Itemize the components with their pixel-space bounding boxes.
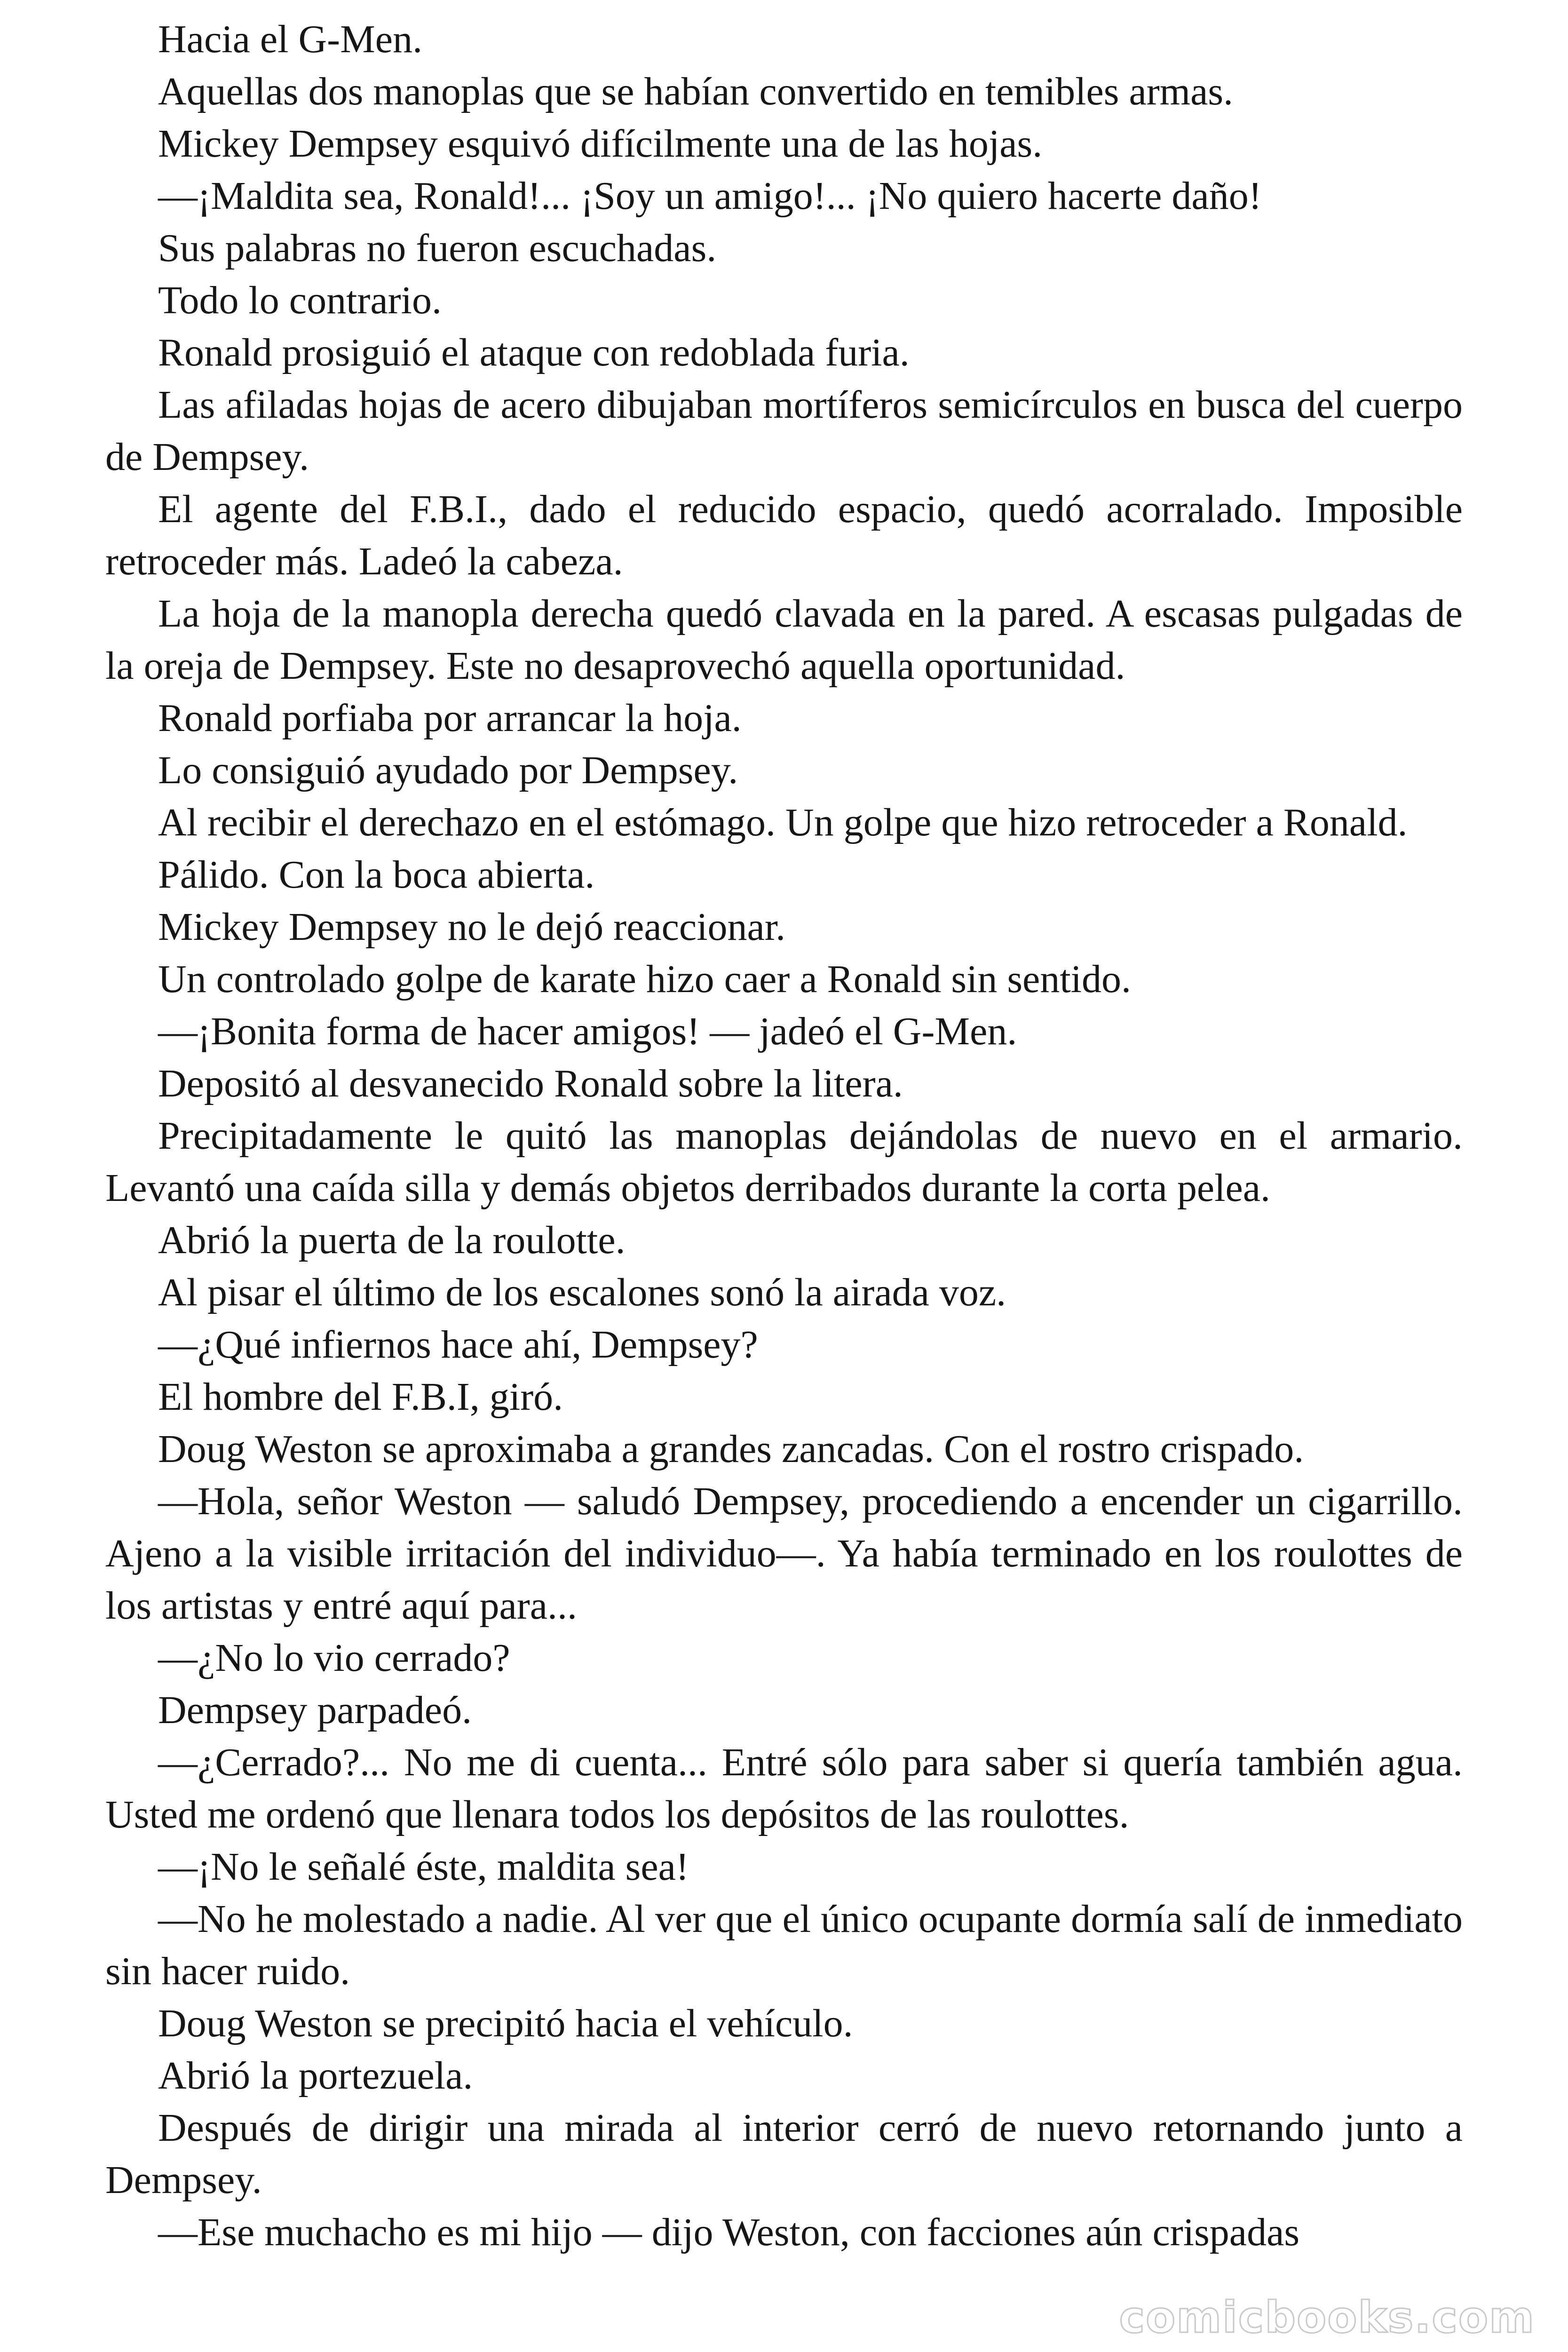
paragraph: Las afiladas hojas de acero dibujaban mortíferos semicírculos en busca del cuerpo de Dempsey. bbox=[105, 383, 1463, 479]
paragraph: —¡Maldita sea, Ronald!... ¡Soy un amigo!... ¡No quiero hacerte daño! bbox=[158, 174, 1262, 218]
paragraph: —¿Qué infiernos hace ahí, Dempsey? bbox=[158, 1323, 758, 1367]
paragraph: Doug Weston se precipitó hacia el vehículo. bbox=[158, 2002, 853, 2045]
paragraph: La hoja de la manopla derecha quedó clavada en la pared. A escasas pulgadas de la oreja de Dempsey. Este no desaprovechó aquella oportunidad. bbox=[105, 592, 1463, 688]
paragraph: Mickey Dempsey no le dejó reaccionar. bbox=[158, 905, 786, 949]
paragraph: Depositó al desvanecido Ronald sobre la litera. bbox=[158, 1062, 903, 1105]
paragraph: Sus palabras no fueron escuchadas. bbox=[158, 226, 717, 270]
paragraph: Al pisar el último de los escalones sonó la airada voz. bbox=[158, 1271, 1006, 1314]
paragraph: Lo consiguió ayudado por Dempsey. bbox=[158, 748, 738, 792]
paragraph: —¿No lo vio cerrado? bbox=[158, 1636, 510, 1680]
paragraph: —¡No le señalé éste, maldita sea! bbox=[158, 1845, 689, 1889]
watermark: comicbooks.com bbox=[1119, 2292, 1535, 2343]
paragraph: Un controlado golpe de karate hizo caer a Ronald sin sentido. bbox=[158, 957, 1131, 1001]
paragraph: Hacia el G-Men. bbox=[158, 17, 423, 61]
paragraph: Aquellas dos manoplas que se habían convertido en temibles armas. bbox=[158, 70, 1234, 113]
paragraph: Abrió la puerta de la roulotte. bbox=[158, 1218, 626, 1262]
paragraph: Ronald prosiguió el ataque con redoblada furia. bbox=[158, 331, 910, 374]
paragraph: Pálido. Con la boca abierta. bbox=[158, 853, 595, 897]
body-text bbox=[105, 13, 1463, 2258]
paragraph: El agente del F.B.I., dado el reducido espacio, quedó acorralado. Imposible retroceder más. Ladeó la cabeza. bbox=[105, 487, 1463, 583]
paragraph: —¡Bonita forma de hacer amigos! — jadeó el G-Men. bbox=[158, 1009, 1017, 1053]
paragraph: El hombre del F.B.I, giró. bbox=[158, 1375, 563, 1419]
paragraph: Abrió la portezuela. bbox=[158, 2054, 473, 2098]
paragraph: Todo lo contrario. bbox=[158, 278, 442, 322]
paragraph: Doug Weston se aproximaba a grandes zancadas. Con el rostro crispado. bbox=[158, 1427, 1304, 1471]
paragraph: —¿Cerrado?... No me di cuenta... Entré sólo para saber si quería también agua. Usted me ordenó que llenara todos los depósitos de las roulottes. bbox=[105, 1740, 1463, 1836]
paragraph: —Ese muchacho es mi hijo — dijo Weston, con facciones aún crispadas bbox=[158, 2210, 1300, 2254]
paragraph: Dempsey parpadeó. bbox=[158, 1688, 472, 1732]
paragraph: —No he molestado a nadie. Al ver que el único ocupante dormía salí de inmediato sin hacer ruido. bbox=[105, 1897, 1463, 1993]
paragraph: Mickey Dempsey esquivó difícilmente una de las hojas. bbox=[158, 122, 1043, 166]
paragraph: Después de dirigir una mirada al interior cerró de nuevo retornando junto a Dempsey. bbox=[105, 2106, 1463, 2202]
paragraph: Ronald porfiaba por arrancar la hoja. bbox=[158, 696, 742, 740]
paragraph: —Hola, señor Weston — saludó Dempsey, procediendo a encender un cigarrillo. Ajeno a la visible irritación del individuo—. Ya había terminado en los roulottes de los artistas y entré aquí para... bbox=[105, 1479, 1463, 1628]
paragraph: Al recibir el derechazo en el estómago. Un golpe que hizo retroceder a Ronald. bbox=[158, 801, 1408, 844]
paragraph: Precipitadamente le quitó las manoplas dejándolas de nuevo en el armario. Levantó una caída silla y demás objetos derribados durante la corta pelea. bbox=[105, 1114, 1463, 1210]
